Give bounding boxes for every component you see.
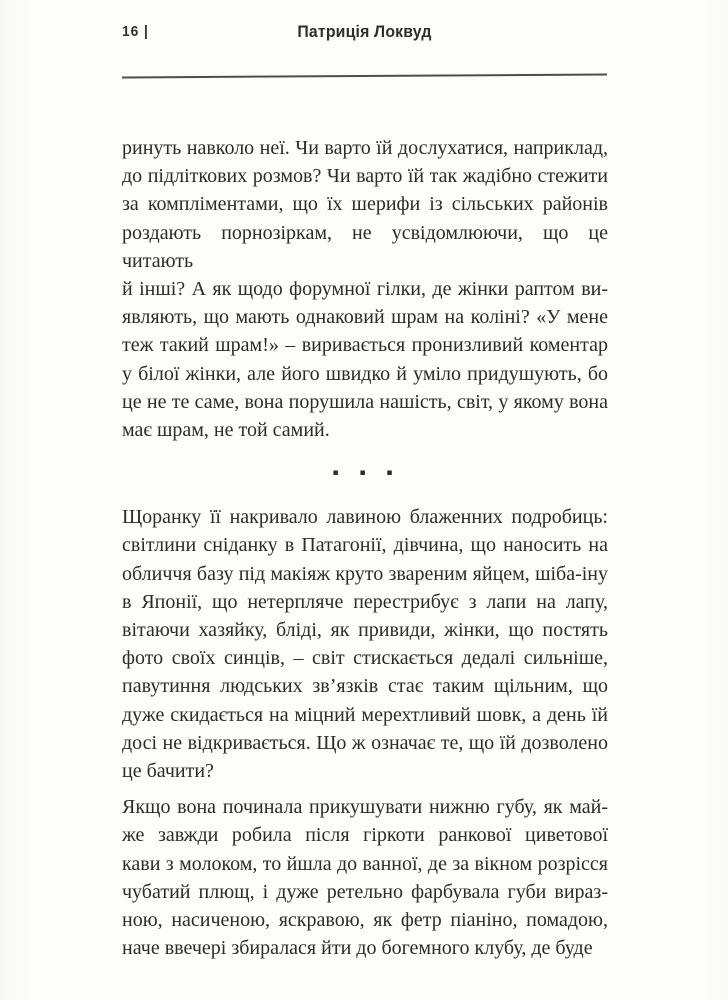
running-title: Патриція Локвуд xyxy=(297,22,432,41)
paragraph xyxy=(122,793,608,962)
text-line: обличчя базу під макіяж круто звареним яйцем, шіба-іну xyxy=(122,562,608,585)
text-line: до підліткових розмов? Чи варто їй так жадібно стежити xyxy=(122,165,608,188)
paragraph xyxy=(122,503,608,785)
paragraph xyxy=(122,134,608,444)
text-line: кави з молоком, то йшла до ванної, де за вікном розрісся xyxy=(122,852,608,875)
text-line: це не те саме, вона порушила нашість, світ, у якому вона xyxy=(122,390,608,413)
text-line: за компліментами, що їх шерифи із сільських районів xyxy=(122,193,608,216)
text-line: наче ввечері збиралася йти до богемного клубу, де буде xyxy=(122,937,593,960)
section-separator: ▪ ▪ ▪ xyxy=(332,468,402,479)
text-line: же завжди робила після гіркоти ранкової циветової xyxy=(122,824,608,847)
text-line: в Японії, що нетерпляче перестрибує з лапи на лапу, xyxy=(122,590,608,613)
text-line: у білої жінки, але його швидко й уміло придушують, бо xyxy=(122,362,608,385)
text-line: роздають порнозіркам, не усвідомлюючи, що це читають xyxy=(122,221,608,272)
text-line: досі не відкривається. Що ж означає те, що їй дозволено xyxy=(122,731,608,754)
text-line: Щоранку її накривало лавиною блаженних подробиць: xyxy=(122,506,608,529)
text-line: це бачити? xyxy=(122,760,214,783)
text-line: павутиння людських зв’язків стає таким щільним, що xyxy=(122,675,608,698)
text-line: ною, насиченою, яскравою, як фетр піаніно, помадою, xyxy=(122,909,608,932)
text-line: фото своїх синців, – світ стискається дедалі сильніше, xyxy=(122,647,608,670)
text-line: вітаючи хазяйку, бліді, як привиди, жінки, що постять xyxy=(122,619,608,642)
text-line: Якщо вона починала прикушувати нижню губу, як май- xyxy=(122,796,608,819)
text-line: має шрам, не той самий. xyxy=(122,419,330,442)
text-line: ринуть навколо неї. Чи варто їй дослухатися, наприклад, xyxy=(122,137,608,159)
text-line: теж такий шрам!» – виривається пронизливий коментар xyxy=(122,334,608,357)
text-line: світлини сніданку в Патагонії, дівчина, що наносить на xyxy=(122,534,608,557)
page-header xyxy=(122,22,607,44)
text-line: чубатий плющ, і дуже ретельно фарбувала губи вираз- xyxy=(122,880,608,903)
text-line: й інші? А як щодо форумної гілки, де жінки раптом ви- xyxy=(122,278,608,301)
page-number: 16 | xyxy=(122,23,149,40)
text-line: являють, що мають однаковий шрам на коліні? «У мене xyxy=(122,306,608,329)
text-line: дуже скидається на міцний мерехтливий шовк, а день їй xyxy=(122,703,608,726)
header-rule xyxy=(122,74,607,79)
body-text xyxy=(122,134,608,962)
